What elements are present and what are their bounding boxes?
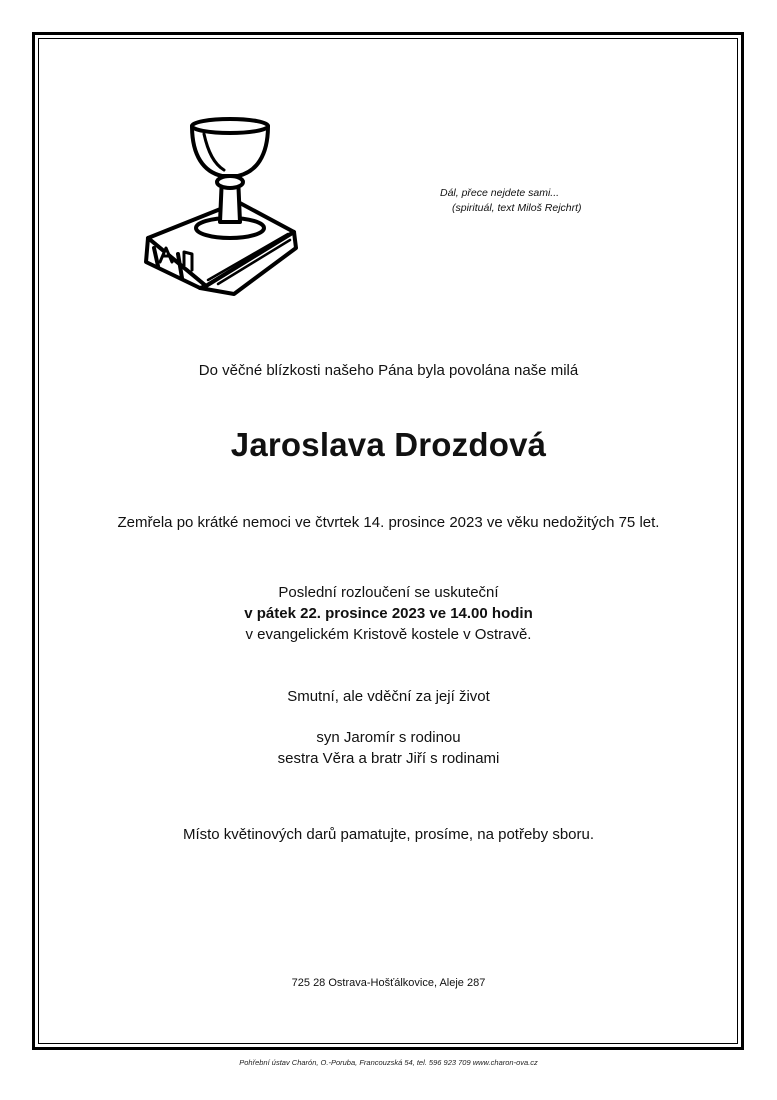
epigraph-source: (spirituál, text Miloš Rejchrt) [452,202,582,214]
farewell-block [0,582,777,645]
chalice-on-book-icon [138,116,302,298]
mourners-intro: Smutní, ale vděční za její život [287,688,490,705]
family-address: 725 28 Ostrava-Hošťálkovice, Aleje 287 [291,977,486,989]
mourner-item: sestra Věra a bratr Jiří s rodinami [277,750,500,767]
flowers-request: Místo květinových darů pamatujte, prosíme, na potřeby sboru. [182,826,595,843]
mourners-block [0,686,777,769]
death-notice: Zemřela po krátké nemoci ve čtvrtek 14. prosince 2023 ve věku nedožitých 75 let. [117,514,660,531]
farewell-place: v evangelickém Kristově kostele v Ostravě. [245,626,532,643]
funeral-home-footer: Pohřební ústav Charón, O.-Poruba, Francouzská 54, tel. 596 923 709 www.charon-ova.cz [239,1058,538,1067]
farewell-date: v pátek 22. prosince 2023 ve 14.00 hodin [244,605,533,622]
epigraph-quote: Dál, přece nejdete sami... [440,187,560,199]
farewell-intro: Poslední rozloučení se uskuteční [278,584,499,601]
mourner-item: syn Jaromír s rodinou [316,729,461,746]
intro-text: Do věčné blízkosti našeho Pána byla povolána naše milá [198,362,579,379]
deceased-name: Jaroslava Drozdová [230,426,547,463]
epigraph [440,186,582,216]
